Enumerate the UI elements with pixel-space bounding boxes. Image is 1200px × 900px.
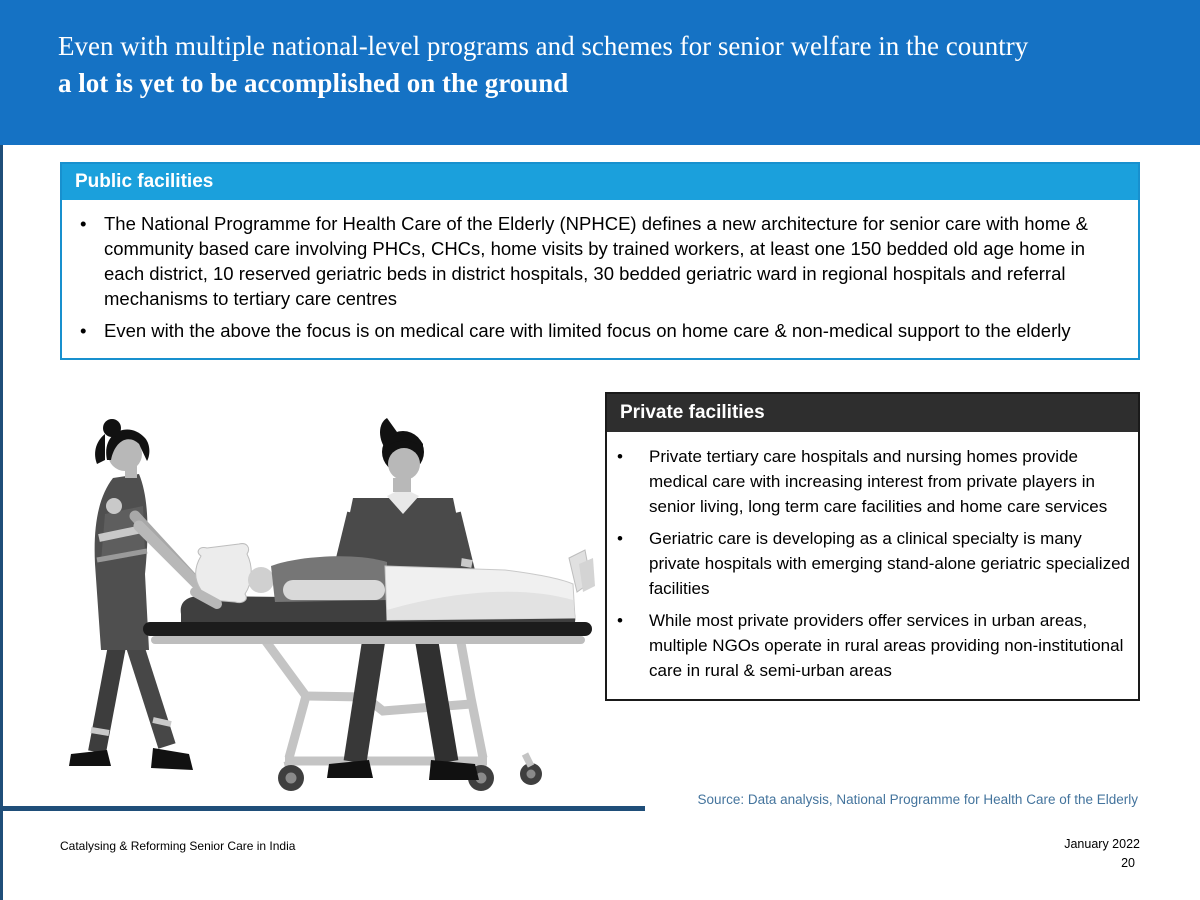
- slide-title-line2: a lot is yet to be accomplished on the ground: [58, 68, 569, 98]
- footer-divider-rule: [0, 806, 645, 811]
- footer-report-title: Catalysing & Reforming Senior Care in India: [60, 839, 296, 853]
- bullet-item: • The National Programme for Health Care of the Elderly (NPHCE) defines a new architecture for senior care with home & community based care involving PHCs, CHCs, home visits by trained workers, at least one 150 bedded old age home in each district, 10 reserved geriatric beds in district hospitals, 30 bedded geriatric ward in regional hospitals and referral mechanisms to tertiary care centres: [64, 211, 1124, 311]
- public-facilities-bullet-list: [64, 211, 1124, 343]
- private-facilities-box: [605, 392, 1140, 701]
- page-number: 20: [1121, 856, 1135, 870]
- paramedics-stretcher-graphic: [35, 413, 610, 800]
- private-facilities-header: Private facilities: [607, 394, 1138, 432]
- stretcher-platform: [143, 622, 592, 644]
- stretcher-illustration: [35, 413, 610, 800]
- footer-date-page: [1064, 837, 1140, 870]
- left-accent-rule: [0, 145, 3, 900]
- public-facilities-box: [60, 162, 1140, 360]
- private-facilities-bullet-list: [607, 444, 1130, 683]
- slide-title-line1: Even with multiple national-level programs and schemes for senior welfare in the country: [58, 31, 1029, 61]
- public-facilities-header: Public facilities: [62, 164, 1138, 200]
- source-note: Source: Data analysis, National Programme for Health Care of the Elderly: [697, 792, 1138, 807]
- bullet-item: • Even with the above the focus is on medical care with limited focus on home care & non-medical support to the elderly: [64, 318, 1124, 343]
- private-facilities-body: [607, 432, 1138, 699]
- bullet-item: • While most private providers offer services in urban areas, multiple NGOs operate in rural areas providing non-institutional care in rural & semi-urban areas: [607, 608, 1130, 683]
- footer-date: January 2022: [1064, 837, 1140, 851]
- slide-title-banner: [0, 0, 1200, 145]
- public-facilities-body: [62, 200, 1138, 358]
- bullet-item: • Geriatric care is developing as a clinical specialty is many private hospitals with emerging stand-alone geriatric specialized facilities: [607, 526, 1130, 601]
- bullet-item: • Private tertiary care hospitals and nursing homes provide medical care with increasing interest from private players in senior living, long term care facilities and home care services: [607, 444, 1130, 519]
